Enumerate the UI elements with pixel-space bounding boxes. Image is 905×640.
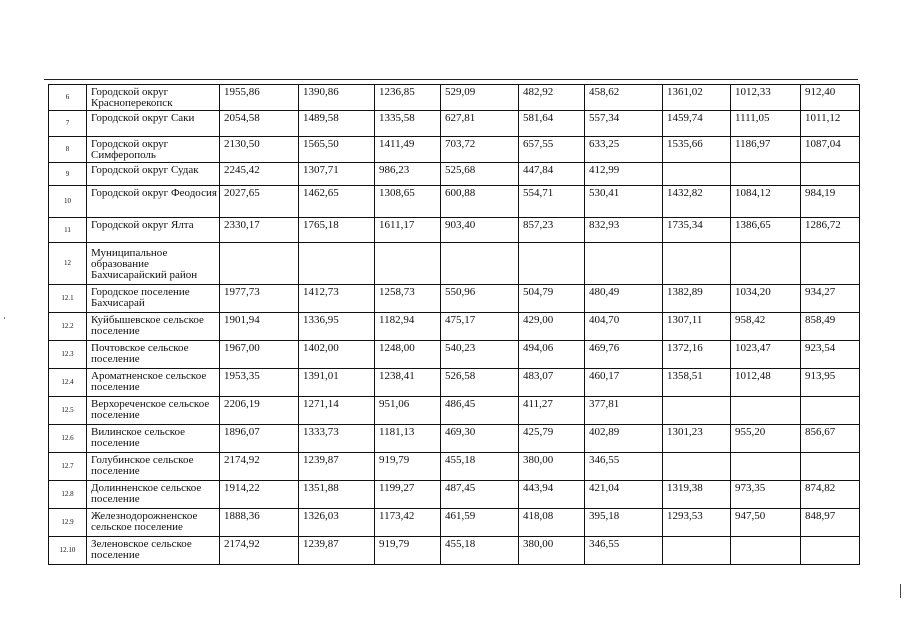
table-row: [49, 369, 860, 397]
value-cell: 1336,95: [299, 313, 375, 341]
value-cell: 1459,74: [663, 111, 731, 137]
value-cell: 984,19: [801, 186, 860, 218]
row-number-cell: 12.4: [49, 369, 87, 397]
value-cell: 550,96: [441, 285, 519, 313]
municipality-name-cell: Зеленовское сельское поселение: [87, 537, 220, 565]
value-cell: 934,27: [801, 285, 860, 313]
value-cell: [663, 163, 731, 186]
value-cell: 418,08: [519, 509, 585, 537]
row-number-cell: 10: [49, 186, 87, 218]
municipality-name-cell: Железнодорожненское сельское поселение: [87, 509, 220, 537]
value-cell: 1735,34: [663, 218, 731, 243]
value-cell: 858,49: [801, 313, 860, 341]
municipality-name-cell: Куйбышевское сельское поселение: [87, 313, 220, 341]
value-cell: 455,18: [441, 453, 519, 481]
value-cell: 2206,19: [220, 397, 299, 425]
value-cell: 1967,00: [220, 341, 299, 369]
value-cell: 346,55: [585, 453, 663, 481]
value-cell: [731, 453, 801, 481]
value-cell: 986,23: [375, 163, 441, 186]
value-cell: 540,23: [441, 341, 519, 369]
municipality-name-cell: Городской округ Саки: [87, 111, 220, 137]
value-cell: 475,17: [441, 313, 519, 341]
value-cell: 421,04: [585, 481, 663, 509]
value-cell: 1611,17: [375, 218, 441, 243]
value-cell: 903,40: [441, 218, 519, 243]
value-cell: 411,27: [519, 397, 585, 425]
value-cell: 429,00: [519, 313, 585, 341]
value-cell: 447,84: [519, 163, 585, 186]
value-cell: [731, 243, 801, 285]
value-cell: 1239,87: [299, 453, 375, 481]
value-cell: 2174,92: [220, 453, 299, 481]
municipality-name-cell: Голубинское сельское поселение: [87, 453, 220, 481]
value-cell: 2054,58: [220, 111, 299, 137]
value-cell: 848,97: [801, 509, 860, 537]
value-cell: 919,79: [375, 453, 441, 481]
value-cell: 1023,47: [731, 341, 801, 369]
row-number-cell: 12.9: [49, 509, 87, 537]
value-cell: 486,45: [441, 397, 519, 425]
table-row: [49, 218, 860, 243]
value-cell: 913,95: [801, 369, 860, 397]
value-cell: 425,79: [519, 425, 585, 453]
municipality-name-cell: Городской округ Красноперекопск: [87, 85, 220, 111]
value-cell: 1181,13: [375, 425, 441, 453]
value-cell: [801, 397, 860, 425]
municipality-name-cell: Городской округ Симферополь: [87, 137, 220, 163]
value-cell: 627,81: [441, 111, 519, 137]
value-cell: 1258,73: [375, 285, 441, 313]
value-cell: 1372,16: [663, 341, 731, 369]
value-cell: 1901,94: [220, 313, 299, 341]
value-cell: 1012,33: [731, 85, 801, 111]
value-cell: 443,94: [519, 481, 585, 509]
row-number-cell: 6: [49, 85, 87, 111]
value-cell: 1308,65: [375, 186, 441, 218]
table-row: [49, 186, 860, 218]
value-cell: 460,17: [585, 369, 663, 397]
value-cell: 856,67: [801, 425, 860, 453]
value-cell: 525,68: [441, 163, 519, 186]
value-cell: 380,00: [519, 537, 585, 565]
value-cell: 1084,12: [731, 186, 801, 218]
value-cell: 958,42: [731, 313, 801, 341]
value-cell: 494,06: [519, 341, 585, 369]
row-number-cell: 12.10: [49, 537, 87, 565]
value-cell: 1565,50: [299, 137, 375, 163]
table-row: [49, 313, 860, 341]
value-cell: 1239,87: [299, 537, 375, 565]
value-cell: 832,93: [585, 218, 663, 243]
value-cell: 458,62: [585, 85, 663, 111]
value-cell: [731, 163, 801, 186]
value-cell: 1888,36: [220, 509, 299, 537]
row-number-cell: 11: [49, 218, 87, 243]
value-cell: 469,76: [585, 341, 663, 369]
row-number-cell: 8: [49, 137, 87, 163]
value-cell: 1535,66: [663, 137, 731, 163]
municipality-name-cell: Долинненское сельское поселение: [87, 481, 220, 509]
value-cell: 1382,89: [663, 285, 731, 313]
value-cell: 1896,07: [220, 425, 299, 453]
value-cell: [299, 243, 375, 285]
value-cell: 947,50: [731, 509, 801, 537]
value-cell: 1765,18: [299, 218, 375, 243]
municipality-name-cell: Муниципальное образование Бахчисарайский район: [87, 243, 220, 285]
value-cell: 633,25: [585, 137, 663, 163]
table-row: [49, 453, 860, 481]
value-cell: 469,30: [441, 425, 519, 453]
value-cell: 412,99: [585, 163, 663, 186]
value-cell: 1307,71: [299, 163, 375, 186]
value-cell: 1307,11: [663, 313, 731, 341]
value-cell: 973,35: [731, 481, 801, 509]
value-cell: 2245,42: [220, 163, 299, 186]
municipality-name-cell: Городское поселение Бахчисарай: [87, 285, 220, 313]
value-cell: 1914,22: [220, 481, 299, 509]
value-cell: 483,07: [519, 369, 585, 397]
value-cell: [663, 453, 731, 481]
value-cell: 1953,35: [220, 369, 299, 397]
table-row: [49, 111, 860, 137]
row-number-cell: 12: [49, 243, 87, 285]
value-cell: 1391,01: [299, 369, 375, 397]
value-cell: 1182,94: [375, 313, 441, 341]
municipality-name-cell: Ароматненское сельское поселение: [87, 369, 220, 397]
value-cell: [375, 243, 441, 285]
value-cell: 1390,86: [299, 85, 375, 111]
table-row: [49, 85, 860, 111]
value-cell: 504,79: [519, 285, 585, 313]
value-cell: [663, 537, 731, 565]
value-cell: 377,81: [585, 397, 663, 425]
value-cell: 581,64: [519, 111, 585, 137]
value-cell: 923,54: [801, 341, 860, 369]
value-cell: 529,09: [441, 85, 519, 111]
value-cell: 951,06: [375, 397, 441, 425]
value-cell: 480,49: [585, 285, 663, 313]
value-cell: 455,18: [441, 537, 519, 565]
value-cell: 1489,58: [299, 111, 375, 137]
value-cell: 395,18: [585, 509, 663, 537]
row-number-cell: 12.1: [49, 285, 87, 313]
value-cell: 1319,38: [663, 481, 731, 509]
row-number-cell: 12.7: [49, 453, 87, 481]
value-cell: 1411,49: [375, 137, 441, 163]
table-row: [49, 137, 860, 163]
value-cell: 1238,41: [375, 369, 441, 397]
value-cell: 346,55: [585, 537, 663, 565]
table-body: [49, 85, 860, 565]
municipality-name-cell: Почтовское сельское поселение: [87, 341, 220, 369]
value-cell: 1271,14: [299, 397, 375, 425]
tariff-table: [48, 84, 860, 565]
row-number-cell: 12.5: [49, 397, 87, 425]
value-cell: 1199,27: [375, 481, 441, 509]
table-row: [49, 341, 860, 369]
municipality-name-cell: Городской округ Судак: [87, 163, 220, 186]
table-row: [49, 163, 860, 186]
value-cell: 402,89: [585, 425, 663, 453]
value-cell: 1087,04: [801, 137, 860, 163]
value-cell: 530,41: [585, 186, 663, 218]
value-cell: [801, 537, 860, 565]
value-cell: 1293,53: [663, 509, 731, 537]
value-cell: [663, 243, 731, 285]
value-cell: 461,59: [441, 509, 519, 537]
value-cell: 1034,20: [731, 285, 801, 313]
value-cell: 857,23: [519, 218, 585, 243]
row-number-cell: 12.6: [49, 425, 87, 453]
value-cell: 1111,05: [731, 111, 801, 137]
value-cell: 487,45: [441, 481, 519, 509]
value-cell: 1351,88: [299, 481, 375, 509]
value-cell: 874,82: [801, 481, 860, 509]
value-cell: 2027,65: [220, 186, 299, 218]
value-cell: 1326,03: [299, 509, 375, 537]
value-cell: 1977,73: [220, 285, 299, 313]
value-cell: [801, 243, 860, 285]
value-cell: 554,71: [519, 186, 585, 218]
value-cell: 1402,00: [299, 341, 375, 369]
value-cell: [731, 537, 801, 565]
row-number-cell: 12.2: [49, 313, 87, 341]
table-row: [49, 425, 860, 453]
scan-dot-mark: [4, 317, 5, 319]
value-cell: 2174,92: [220, 537, 299, 565]
value-cell: [801, 163, 860, 186]
value-cell: 657,55: [519, 137, 585, 163]
table-row: [49, 481, 860, 509]
value-cell: 526,58: [441, 369, 519, 397]
value-cell: [519, 243, 585, 285]
value-cell: 1248,00: [375, 341, 441, 369]
row-number-cell: 12.8: [49, 481, 87, 509]
value-cell: 1386,65: [731, 218, 801, 243]
value-cell: [731, 397, 801, 425]
row-number-cell: 12.3: [49, 341, 87, 369]
value-cell: 1955,86: [220, 85, 299, 111]
value-cell: 703,72: [441, 137, 519, 163]
value-cell: [220, 243, 299, 285]
value-cell: [585, 243, 663, 285]
value-cell: [801, 453, 860, 481]
value-cell: 1286,72: [801, 218, 860, 243]
value-cell: [663, 397, 731, 425]
value-cell: 919,79: [375, 537, 441, 565]
value-cell: 1236,85: [375, 85, 441, 111]
municipality-name-cell: Верхореченское сельское поселение: [87, 397, 220, 425]
table-row: [49, 397, 860, 425]
row-number-cell: 7: [49, 111, 87, 137]
municipality-name-cell: Городской округ Ялта: [87, 218, 220, 243]
table-row: [49, 285, 860, 313]
value-cell: 482,92: [519, 85, 585, 111]
value-cell: 1335,58: [375, 111, 441, 137]
table-row: [49, 537, 860, 565]
value-cell: [441, 243, 519, 285]
value-cell: 1011,12: [801, 111, 860, 137]
table-row: [49, 509, 860, 537]
value-cell: 380,00: [519, 453, 585, 481]
scan-edge-mark: [900, 584, 901, 598]
value-cell: 1358,51: [663, 369, 731, 397]
value-cell: 2330,17: [220, 218, 299, 243]
value-cell: 1186,97: [731, 137, 801, 163]
value-cell: 1012,48: [731, 369, 801, 397]
header-rule: [44, 79, 858, 80]
value-cell: 1173,42: [375, 509, 441, 537]
value-cell: 557,34: [585, 111, 663, 137]
value-cell: 955,20: [731, 425, 801, 453]
value-cell: 1301,23: [663, 425, 731, 453]
value-cell: 1361,02: [663, 85, 731, 111]
municipality-name-cell: Вилинское сельское поселение: [87, 425, 220, 453]
value-cell: 912,40: [801, 85, 860, 111]
value-cell: 404,70: [585, 313, 663, 341]
value-cell: 1432,82: [663, 186, 731, 218]
value-cell: 600,88: [441, 186, 519, 218]
value-cell: 1412,73: [299, 285, 375, 313]
table-row: [49, 243, 860, 285]
value-cell: 1333,73: [299, 425, 375, 453]
value-cell: 1462,65: [299, 186, 375, 218]
row-number-cell: 9: [49, 163, 87, 186]
municipality-name-cell: Городской округ Феодосия: [87, 186, 220, 218]
value-cell: 2130,50: [220, 137, 299, 163]
